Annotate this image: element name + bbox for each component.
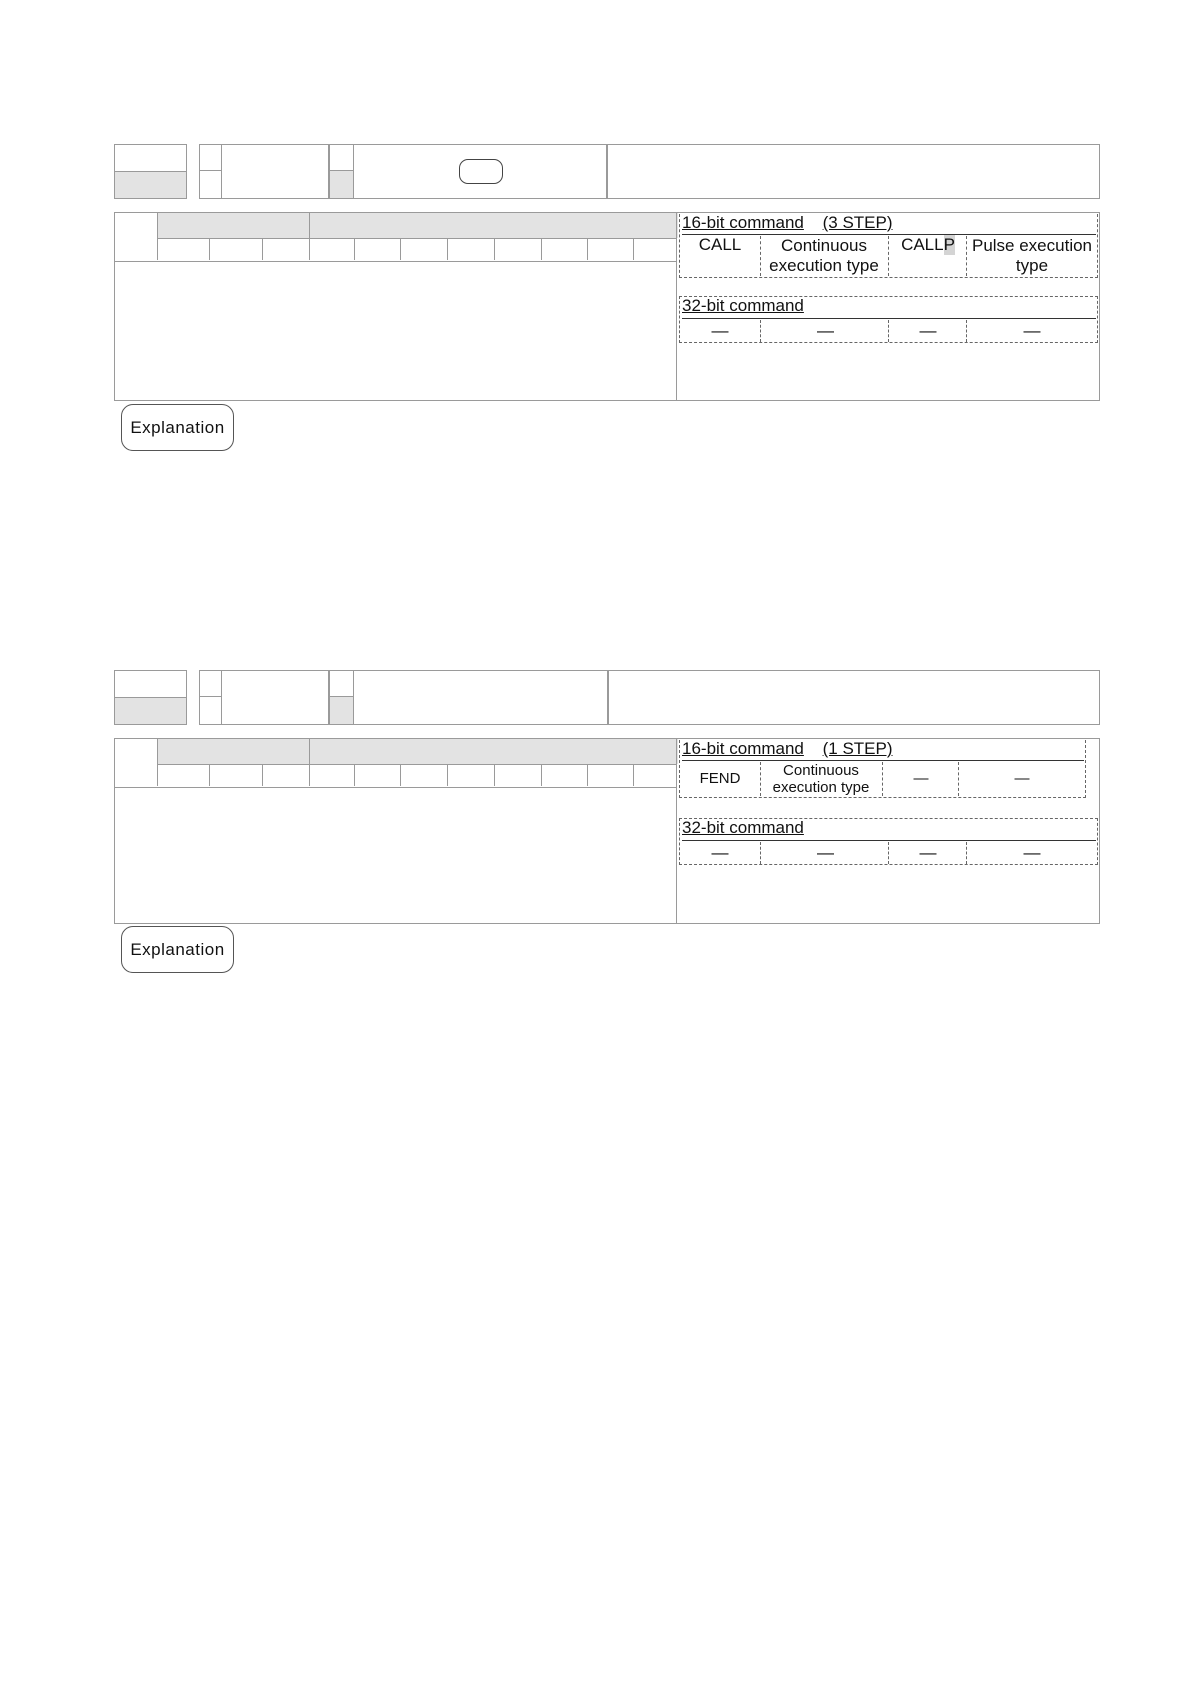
- cmd32-title: 32-bit command: [682, 296, 804, 315]
- operand-type-box: [199, 144, 329, 199]
- cmd16-pulse-mnemonic: CALL P: [901, 235, 955, 255]
- cmd16-pulse-mnemonic: —: [913, 770, 929, 788]
- operand-type-box: [199, 670, 329, 725]
- cmd16-title: 16-bit command: [682, 213, 804, 232]
- cmd16-pulse-type: —: [1014, 770, 1030, 788]
- cmd16-pulse-type: Pulse execution type: [971, 236, 1093, 275]
- function-box: [608, 670, 1100, 725]
- operand-table: [114, 212, 677, 401]
- api-number-box: [114, 144, 187, 199]
- cmd16-mnemonic: FEND: [699, 770, 741, 788]
- cmd32-cell: —: [817, 321, 834, 341]
- pulse-indicator-icon: [459, 159, 503, 184]
- cmd32-cell: —: [711, 843, 729, 863]
- cmd16-mnemonic: CALL: [698, 235, 742, 255]
- cmd32-cell: —: [919, 843, 937, 863]
- cmd16-continuous-type: Continuous execution type: [769, 236, 879, 275]
- mnemonic-box: [329, 144, 607, 199]
- mnemonic-box: [329, 670, 608, 725]
- function-box: [607, 144, 1100, 199]
- cmd16-steps: (1 STEP): [822, 739, 893, 758]
- cmd16-continuous-type: Continuous execution type: [772, 761, 870, 796]
- operand-table: [114, 738, 677, 924]
- cmd32-cell: —: [919, 321, 937, 341]
- cmd32-title: 32-bit command: [682, 818, 804, 837]
- cmd32-cell: —: [817, 843, 834, 863]
- explanation-label: Explanation: [121, 404, 234, 451]
- pulse-suffix: P: [943, 235, 955, 255]
- cmd16-steps: (3 STEP): [822, 213, 893, 232]
- api-number-box: [114, 670, 187, 725]
- cmd32-cell: —: [1023, 843, 1041, 863]
- cmd32-cell: —: [711, 321, 729, 341]
- cmd16-title: 16-bit command: [682, 739, 804, 758]
- cmd32-cell: —: [1023, 321, 1041, 341]
- explanation-label: Explanation: [121, 926, 234, 973]
